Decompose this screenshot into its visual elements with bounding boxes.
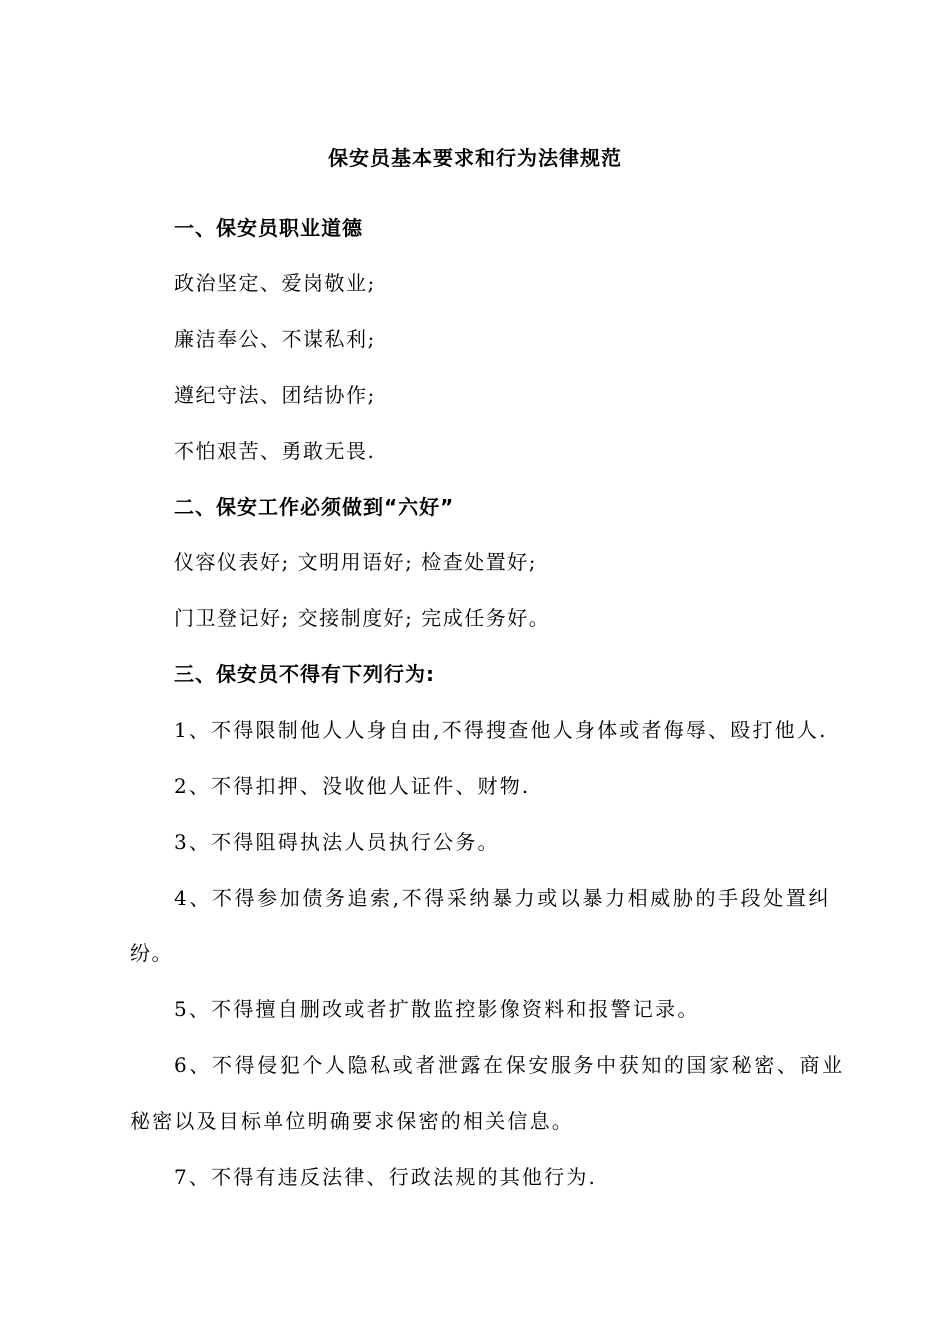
ethics-line: 不怕艰苦、勇敢无畏.	[174, 439, 376, 463]
prohibited-item: 5、不得擅自删改或者扩散监控影像资料和报警记录。	[174, 997, 700, 1021]
prohibited-item: 2、不得扣押、没收他人证件、财物.	[174, 774, 531, 798]
prohibited-item: 6、不得侵犯个人隐私或者泄露在保安服务中获知的国家秘密、商业	[174, 1053, 845, 1077]
prohibited-item: 3、不得阻碍执法人员执行公务。	[174, 830, 500, 854]
prohibited-item: 7、不得有违反法律、行政法规的其他行为.	[174, 1165, 598, 1189]
section-heading-prohibited: 三、保安员不得有下列行为:	[174, 662, 435, 686]
section-heading-six-goods: 二、保安工作必须做到“六好”	[174, 495, 455, 519]
ethics-line: 政治坚定、爱岗敬业;	[174, 271, 376, 295]
prohibited-item: 1、不得限制他人人身自由,不得搜查他人身体或者侮辱、殴打他人.	[174, 718, 828, 742]
prohibited-item: 4、不得参加债务追索,不得采纳暴力或以暴力相威胁的手段处置纠	[174, 886, 832, 910]
ethics-line: 廉洁奉公、不谋私利;	[174, 327, 376, 351]
six-goods-line: 门卫登记好; 交接制度好; 完成任务好。	[174, 606, 551, 630]
prohibited-item-continuation: 秘密以及目标单位明确要求保密的相关信息。	[130, 1109, 574, 1133]
prohibited-item-continuation: 纷。	[130, 941, 173, 965]
six-goods-line: 仪容仪表好; 文明用语好; 检查处置好;	[174, 550, 537, 574]
document-title: 保安员基本要求和行为法律规范	[328, 146, 622, 170]
ethics-line: 遵纪守法、团结协作;	[174, 383, 376, 407]
section-heading-ethics: 一、保安员职业道德	[174, 216, 363, 240]
